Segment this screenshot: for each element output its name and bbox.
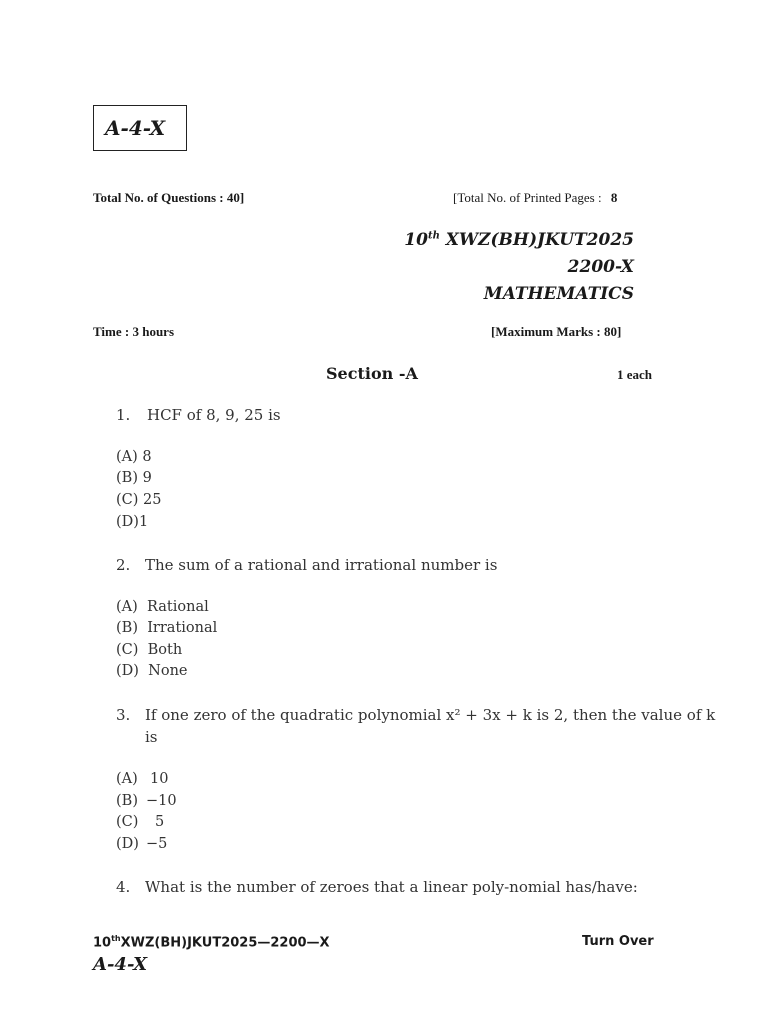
option: (A) [116,771,138,787]
paper-number: 2200-X [567,257,634,277]
option: (B) Irrational [116,620,218,636]
question-number: 2. [116,556,131,574]
option-value: 5 [155,814,165,830]
total-pages [453,190,617,206]
turn-over-label: Turn Over [582,934,654,949]
option-value: −5 [146,836,168,852]
total-pages-value: 8 [610,190,618,205]
option: (B) [116,793,138,809]
option: (A) 8 [116,449,152,465]
option: (A) Rational [116,599,209,615]
paper-code: A-4-X [105,116,166,140]
section-marks: 1 each [617,367,653,382]
option: (C) 25 [116,492,162,508]
maximum-marks: [Maximum Marks : 80] [491,324,622,339]
exam-code-sup: th [427,230,440,242]
exam-code-text: XWZ(BH)JKUT2025 [439,230,634,250]
option: (B) 9 [116,470,152,486]
paper-code-box [93,105,187,151]
question-text: What is the number of zeroes that a linear poly-nomial has/have: [145,878,638,896]
question-number: 4. [116,878,131,896]
subject-title: MATHEMATICS [483,284,634,304]
option-value: 10 [150,771,169,787]
option: (D) None [116,663,188,679]
option: (D)1 [116,514,149,530]
option: (C) [116,814,139,830]
question-text: HCF of 8, 9, 25 is [147,406,281,424]
time-allowed: Time : 3 hours [93,324,175,339]
question-number: 1. [116,406,131,424]
question-text-continued: is [145,728,158,746]
question-text: If one zero of the quadratic polynomial x² + 3x + k is 2, then the value of k [145,706,716,724]
section-title: Section -A [326,364,418,383]
exam-code [404,230,634,250]
footer-code: 10thXWZ(BH)JKUT2025—2200—X [93,934,330,951]
option-value: −10 [146,793,177,809]
exam-code-number: 10 [404,230,428,250]
option: (D) [116,836,139,852]
total-pages-label: [Total No. of Printed Pages : [453,190,602,205]
question-number: 3. [116,706,131,724]
option: (C) Both [116,642,183,658]
question-text: The sum of a rational and irrational number is [145,556,498,574]
total-questions: Total No. of Questions : 40] [93,190,245,205]
footer-paper-code: A-4-X [93,954,148,975]
